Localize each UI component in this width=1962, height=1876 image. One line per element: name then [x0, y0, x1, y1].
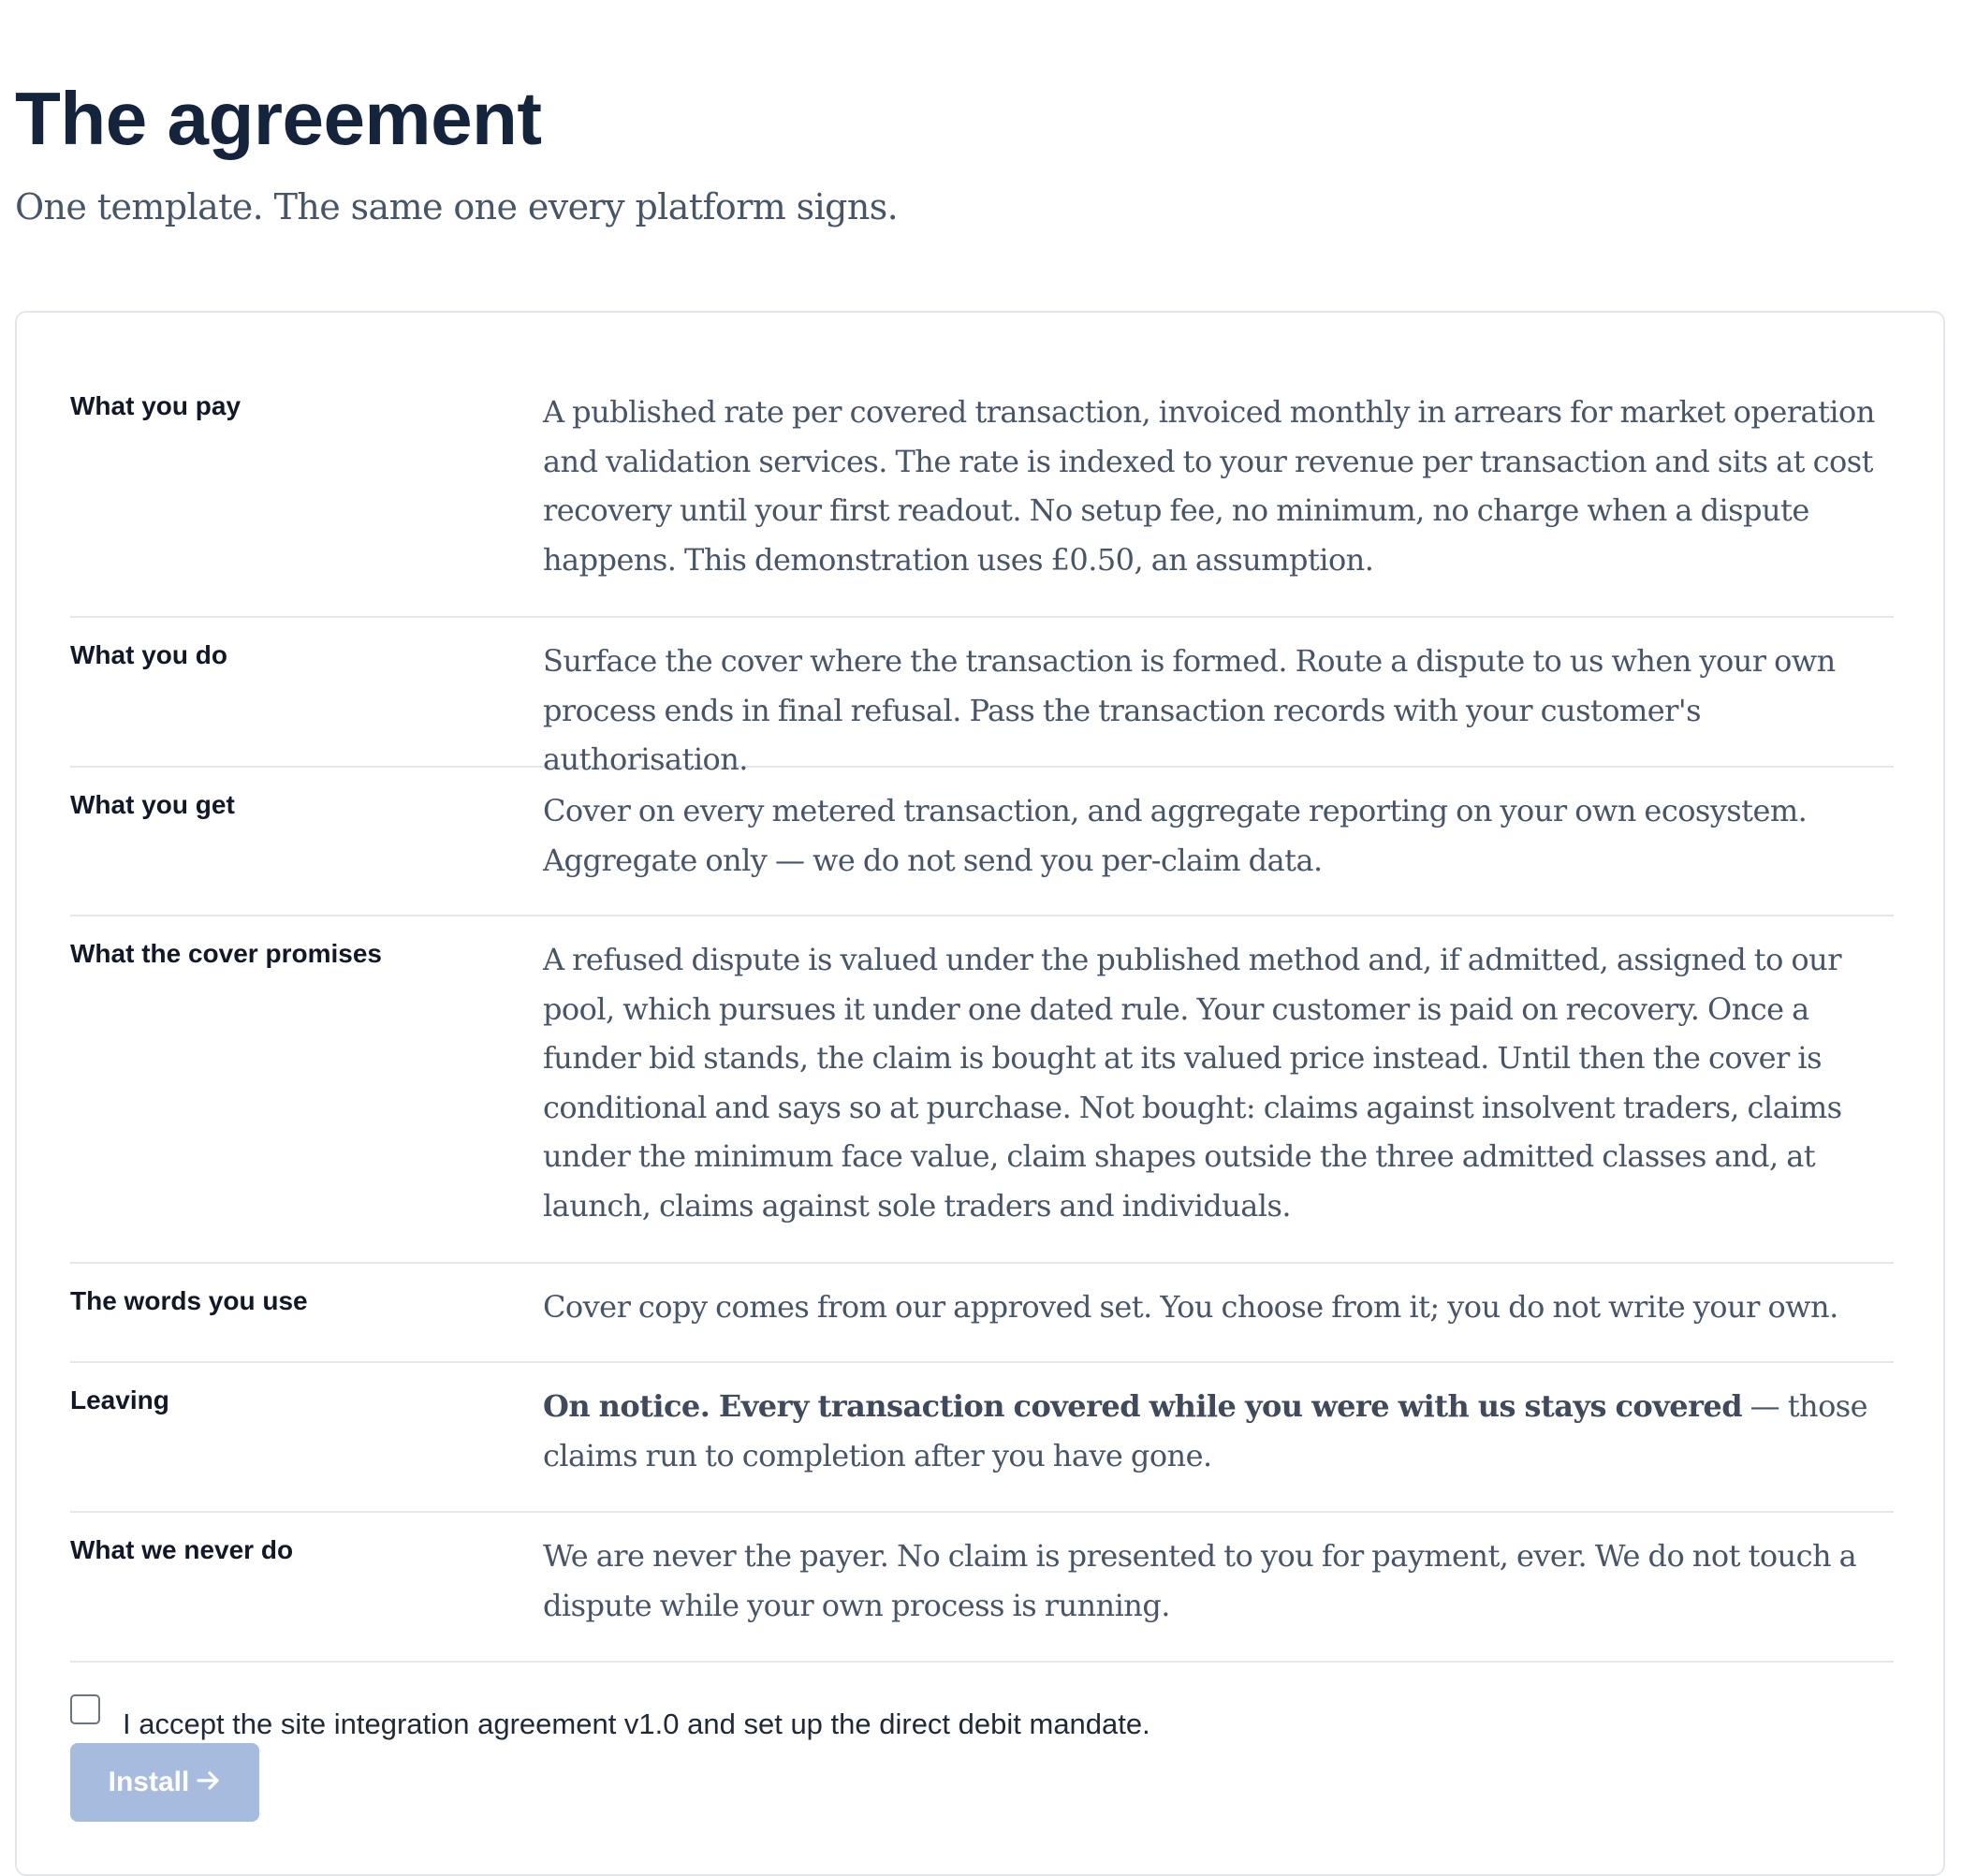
term-label: The words you use — [70, 1286, 308, 1315]
term-row-leaving — [70, 1363, 1894, 1513]
terms-list — [70, 369, 1894, 1663]
accept-agreement[interactable] — [70, 1695, 1150, 1740]
term-label: What we never do — [70, 1535, 294, 1564]
term-label: What you get — [70, 790, 235, 819]
term-text: A published rate per covered transaction, invoiced monthly in arrears for market operation and validation services. The rate is indexed to your revenue per transaction and sits at cost recovery until your first readout. No setup fee, no minimum, no charge when a dispute happens. This demonstration uses £0.50, an assumption. — [543, 394, 1875, 578]
term-row-what-the-cover-promises — [70, 916, 1894, 1264]
term-text-rest: — those claims run to completion after you have gone. — [543, 1388, 1868, 1473]
term-row-what-you-do — [70, 618, 1894, 777]
term-text — [543, 1382, 1894, 1480]
accept-label[interactable]: I accept the site integration agreement v1.0 and set up the direct debit mandate. — [123, 1707, 1150, 1740]
page-subtitle: One template. The same one every platform signs. — [15, 186, 899, 227]
term-label: What you pay — [70, 391, 242, 420]
agreement-card — [15, 311, 1945, 1876]
term-text-bold: On notice. Every transaction covered while you were with us stays covered — [543, 1388, 1743, 1424]
term-text: Surface the cover where the transaction is formed. Route a dispute to us when your own process ends in final refusal. Pass the transaction records with your customer's authorisation. — [543, 643, 1836, 777]
term-label: What you do — [70, 640, 227, 669]
term-label: Leaving — [70, 1385, 169, 1414]
term-row-the-words-you-use — [70, 1264, 1894, 1363]
term-label: What the cover promises — [70, 939, 382, 968]
arrow-right-icon — [197, 1766, 221, 1798]
page-title: The agreement — [15, 77, 542, 160]
install-button[interactable] — [70, 1743, 259, 1822]
term-text: A refused dispute is valued under the published method and, if admitted, assigned to our pool, which pursues it under one dated rule. Your customer is paid on recovery. Once a funder bid stands, the claim is bought at its valued price instead. Until then the cover is conditional and says so at purchase. Not bought: claims against insolvent traders, claims under the minimum face value, claim shapes outside the three admitted classes and, at launch, claims against sole traders and individuals. — [543, 942, 1842, 1224]
term-text: Cover copy comes from our approved set. You choose from it; you do not write your own. — [543, 1289, 1838, 1325]
install-button-label: Install — [108, 1766, 190, 1797]
accept-checkbox[interactable] — [70, 1694, 100, 1724]
term-row-what-you-pay — [70, 369, 1894, 618]
term-text: Cover on every metered transaction, and aggregate reporting on your own ecosystem. Aggregate only — we do not send you per-claim data. — [543, 793, 1808, 878]
term-text: We are never the payer. No claim is presented to you for payment, ever. We do not touch a dispute while your own process is running. — [543, 1538, 1857, 1623]
term-row-what-you-get — [70, 768, 1894, 916]
term-row-what-we-never-do — [70, 1513, 1894, 1663]
